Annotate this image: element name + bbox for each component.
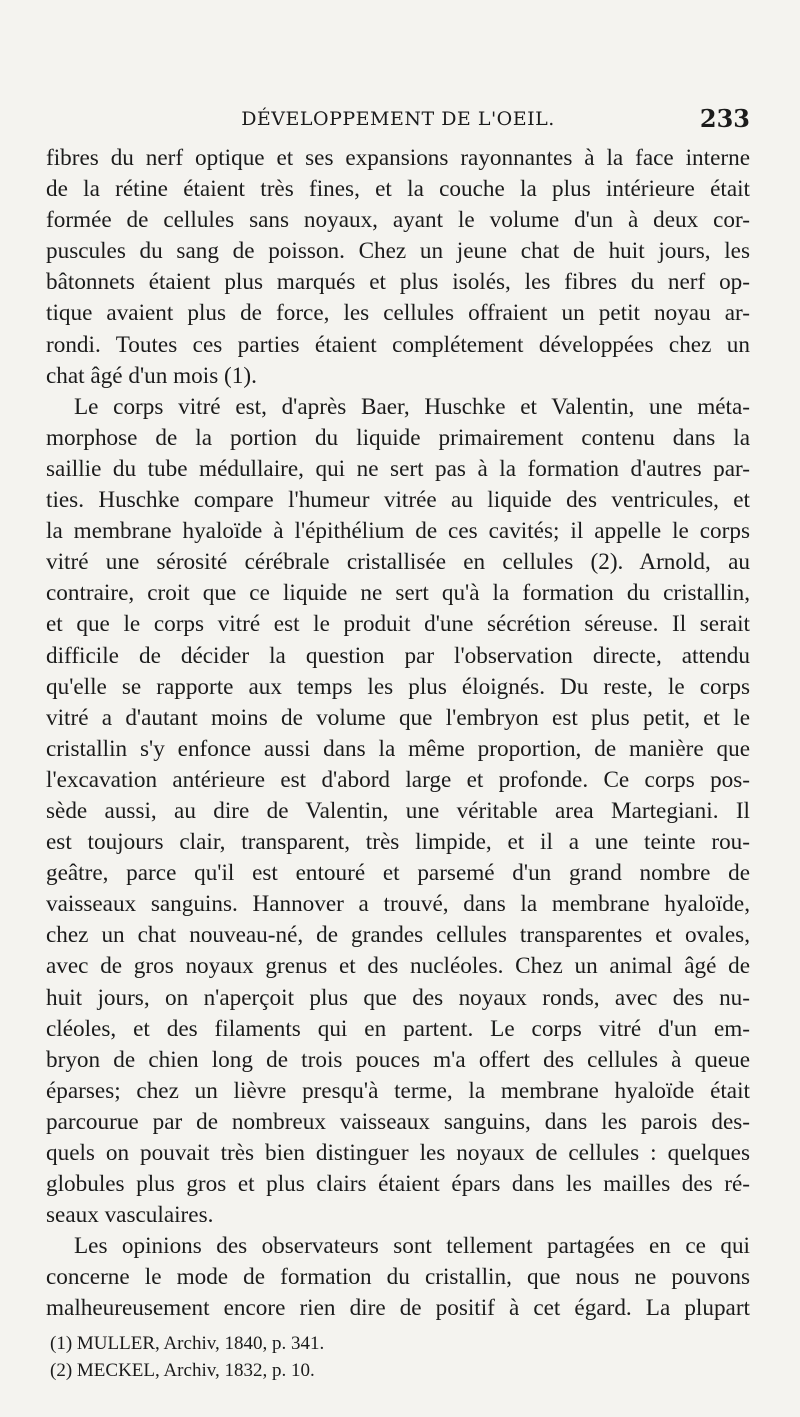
text-line: quels on pouvait très bien distinguer les noyaux de cellules : quelques bbox=[46, 1140, 750, 1166]
text-line: chez un chat nouveau-né, de grandes cellules transparentes et ovales, bbox=[46, 922, 750, 949]
text-line: contraire, croit que ce liquide ne sert qu'à la formation du cristallin, bbox=[46, 580, 750, 607]
text-line: puscules du sang de poisson. Chez un jeune chat de huit jours, les bbox=[46, 238, 750, 265]
footnotes bbox=[50, 1330, 750, 1384]
text-line: est toujours clair, transparent, très limpide, et il a une teinte rou- bbox=[46, 829, 750, 856]
text-line: seaux vasculaires. bbox=[46, 1202, 214, 1229]
text-line: Les opinions des observateurs sont tellement partagées en ce qui bbox=[74, 1233, 750, 1260]
text-line: qu'elle se rapporte aux temps les plus éloignés. Du reste, le corps bbox=[46, 673, 750, 700]
running-title: DÉVELOPPEMENT DE L'OEIL. bbox=[241, 108, 555, 130]
text-line: bryon de chien long de trois pouces m'a offert des cellules à queue bbox=[46, 1046, 750, 1073]
text-line: globules plus gros et plus clairs étaient épars dans les mailles des ré- bbox=[46, 1171, 750, 1198]
text-line: chat âgé d'un mois (1). bbox=[46, 362, 257, 389]
text-line: cristallin s'y enfonce aussi dans la même proportion, de manière que bbox=[46, 735, 750, 762]
text-line: geâtre, parce qu'il est entouré et parsemé d'un grand nombre de bbox=[46, 860, 750, 887]
footnote: (2) MECKEL, Archiv, 1832, p. 10. bbox=[50, 1360, 315, 1381]
page-number: 233 bbox=[699, 104, 750, 133]
text-line: la membrane hyaloïde à l'épithélium de ces cavités; il appelle le corps bbox=[46, 518, 750, 545]
text-line: huit jours, on n'aperçoit plus que des noyaux ronds, avec des nu- bbox=[46, 984, 750, 1011]
text-line: vitré a d'autant moins de volume que l'embryon est plus petit, et le bbox=[46, 704, 750, 731]
text-line: rondi. Toutes ces parties étaient complétement développées chez un bbox=[46, 331, 750, 358]
text-line: vaisseaux sanguins. Hannover a trouvé, dans la membrane hyaloïde, bbox=[46, 891, 750, 918]
text-line: Le corps vitré est, d'après Baer, Huschke et Valentin, une méta- bbox=[74, 393, 750, 420]
text-line: sède aussi, au dire de Valentin, une véritable area Martegiani. Il bbox=[46, 797, 750, 824]
text-line: l'excavation antérieure est d'abord large et profonde. Ce corps pos- bbox=[46, 766, 750, 793]
text-line: de la rétine étaient très fines, et la couche la plus intérieure était bbox=[46, 176, 750, 203]
text-line: formée de cellules sans noyaux, ayant le volume d'un à deux cor- bbox=[46, 207, 750, 234]
text-line: vitré une sérosité cérébrale cristallisée en cellules (2). Arnold, au bbox=[46, 549, 750, 576]
text-line: et que le corps vitré est le produit d'une sécrétion séreuse. Il serait bbox=[46, 611, 750, 638]
text-line: morphose de la portion du liquide primairement contenu dans la bbox=[46, 424, 750, 451]
text-line: saillie du tube médullaire, qui ne sert pas à la formation d'autres par- bbox=[46, 455, 750, 482]
text-line: bâtonnets étaient plus marqués et plus isolés, les fibres du nerf op- bbox=[46, 269, 750, 296]
text-line: malheureusement encore rien dire de positif à cet égard. La plupart bbox=[46, 1295, 750, 1322]
text-line: cléoles, et des filaments qui en partent. Le corps vitré d'un em- bbox=[46, 1015, 750, 1042]
text-line: concerne le mode de formation du cristallin, que nous ne pouvons bbox=[46, 1264, 750, 1291]
text-line: tique avaient plus de force, les cellules offraient un petit noyau ar- bbox=[46, 300, 750, 327]
text-line: avec de gros noyaux grenus et des nucléoles. Chez un animal âgé de bbox=[46, 953, 750, 980]
body-text bbox=[46, 143, 750, 1325]
footnote: (1) MULLER, Archiv, 1840, p. 341. bbox=[50, 1333, 325, 1354]
page-header bbox=[46, 104, 750, 136]
text-line: difficile de décider la question par l'observation directe, attendu bbox=[46, 642, 750, 669]
text-line: parcourue par de nombreux vaisseaux sanguins, dans les parois des- bbox=[46, 1108, 750, 1135]
text-line: éparses; chez un lièvre presqu'à terme, la membrane hyaloïde était bbox=[46, 1077, 750, 1104]
text-line: fibres du nerf optique et ses expansions rayonnantes à la face interne bbox=[46, 145, 750, 171]
text-line: ties. Huschke compare l'humeur vitrée au liquide des ventricules, et bbox=[46, 487, 750, 514]
